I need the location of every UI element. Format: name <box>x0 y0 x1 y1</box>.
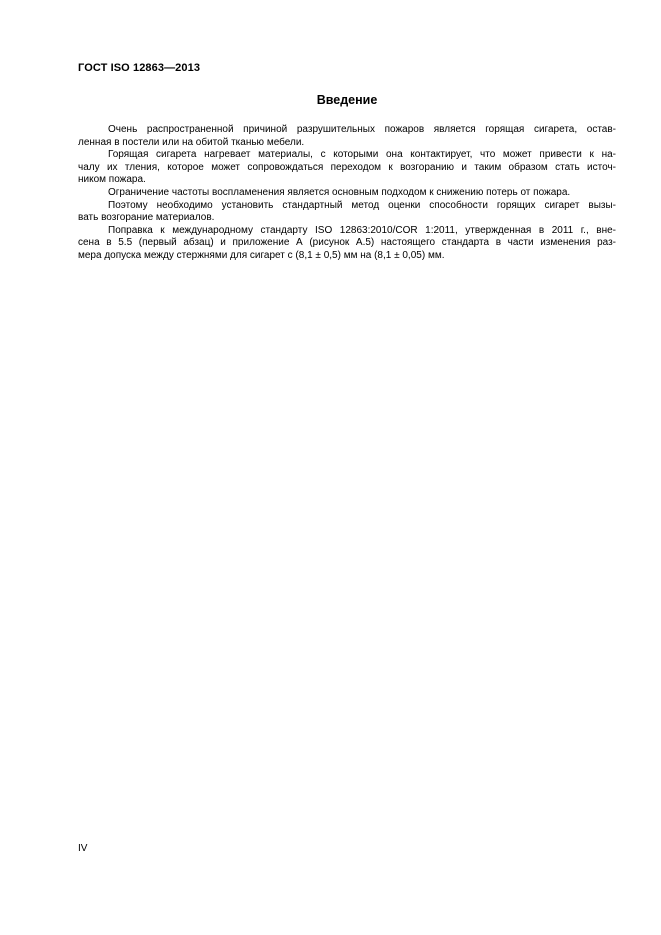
paragraph <box>78 149 616 187</box>
text-line: чалу их тления, которое может сопровождаться переходом к возгоранию и таким образом стать источ- <box>78 161 616 173</box>
text-line: мера допуска между стержнями для сигарет с (8,1 ± 0,5) мм на (8,1 ± 0,05) мм. <box>78 249 445 261</box>
document-code: ГОСТ ISO 12863—2013 <box>78 62 201 74</box>
text-line: Ограничение частоты воспламенения является основным подходом к снижению потерь от пожара. <box>108 186 571 198</box>
paragraph <box>78 200 616 225</box>
page-number: IV <box>78 843 88 854</box>
section-title: Введение <box>316 93 378 107</box>
text-line: Очень распространенной причиной разрушительных пожаров является горящая сигарета, остав- <box>108 124 616 135</box>
text-line: вать возгорание материалов. <box>78 212 215 224</box>
text-line: Поэтому необходимо установить стандартный метод оценки способности горящих сигарет вызы- <box>108 199 616 211</box>
paragraph <box>78 124 616 149</box>
text-line: сена в 5.5 (первый абзац) и приложение А (рисунок А.5) настоящего стандарта в части изменения раз- <box>78 237 616 249</box>
text-line: ленная в постели или на обитой тканью мебели. <box>78 136 305 148</box>
text-line: ником пожара. <box>78 174 146 186</box>
paragraph <box>78 187 616 200</box>
paragraph <box>78 225 616 263</box>
body-text <box>78 124 616 263</box>
text-line: Горящая сигарета нагревает материалы, с которыми она контактирует, что может привести к на- <box>108 149 616 161</box>
text-line: Поправка к международному стандарту ISO 12863:2010/COR 1:2011, утвержденная в 2011 г., вне- <box>108 224 616 236</box>
